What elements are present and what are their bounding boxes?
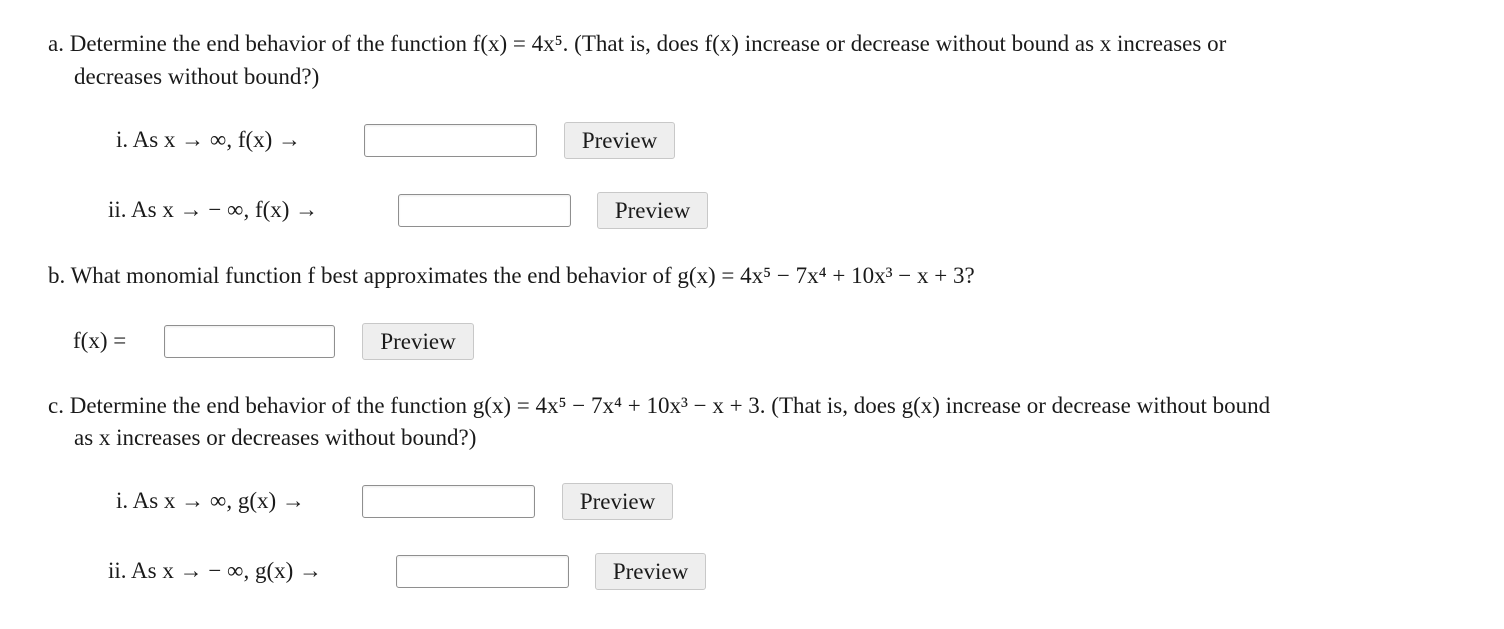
part-a-intro-line-2: decreases without bound?) bbox=[74, 64, 320, 89]
part-a-item-i bbox=[0, 122, 1504, 158]
part-c-item-ii bbox=[0, 553, 1504, 589]
part-b-preview-button[interactable]: Preview bbox=[362, 323, 474, 360]
part-c-item-ii-label: ii. As x → − ∞, g(x) → bbox=[108, 558, 323, 583]
part-a-item-i-label: i. As x → ∞, f(x) → bbox=[116, 127, 302, 152]
part-b-answer-label: f(x) = bbox=[73, 328, 127, 353]
part-a-item-i-input[interactable] bbox=[364, 124, 537, 157]
part-a-item-ii-label: ii. As x → − ∞, f(x) → bbox=[108, 197, 319, 222]
part-a-item-i-preview-button[interactable]: Preview bbox=[564, 122, 675, 159]
part-c-intro-line-2: as x increases or decreases without bound?) bbox=[74, 425, 477, 450]
part-c-item-i-preview-button[interactable]: Preview bbox=[562, 483, 673, 520]
part-c-intro-line-1: c. Determine the end behavior of the function g(x) = 4x⁵ − 7x⁴ + 10x³ − x + 3. (That is, does g(x) increase or decrease without bound bbox=[48, 393, 1271, 418]
part-b-answer-input[interactable] bbox=[164, 325, 335, 358]
part-a-intro-line-1: a. Determine the end behavior of the function f(x) = 4x⁵. (That is, does f(x) increase or decrease without bound as x increases or bbox=[48, 31, 1227, 56]
part-c-item-ii-input[interactable] bbox=[396, 555, 569, 588]
part-c-item-ii-preview-button[interactable]: Preview bbox=[595, 553, 706, 590]
part-c-item-i-label: i. As x → ∞, g(x) → bbox=[116, 488, 305, 513]
part-a-item-ii-preview-button[interactable]: Preview bbox=[597, 192, 708, 229]
part-b-answer bbox=[0, 323, 1504, 359]
part-b-question: b. What monomial function f best approximates the end behavior of g(x) = 4x⁵ − 7x⁴ + 10x³ − x + 3? bbox=[48, 263, 975, 288]
part-c-item-i bbox=[0, 483, 1504, 519]
part-a-item-ii bbox=[0, 192, 1504, 228]
part-a-item-ii-input[interactable] bbox=[398, 194, 571, 227]
part-c-item-i-input[interactable] bbox=[362, 485, 535, 518]
